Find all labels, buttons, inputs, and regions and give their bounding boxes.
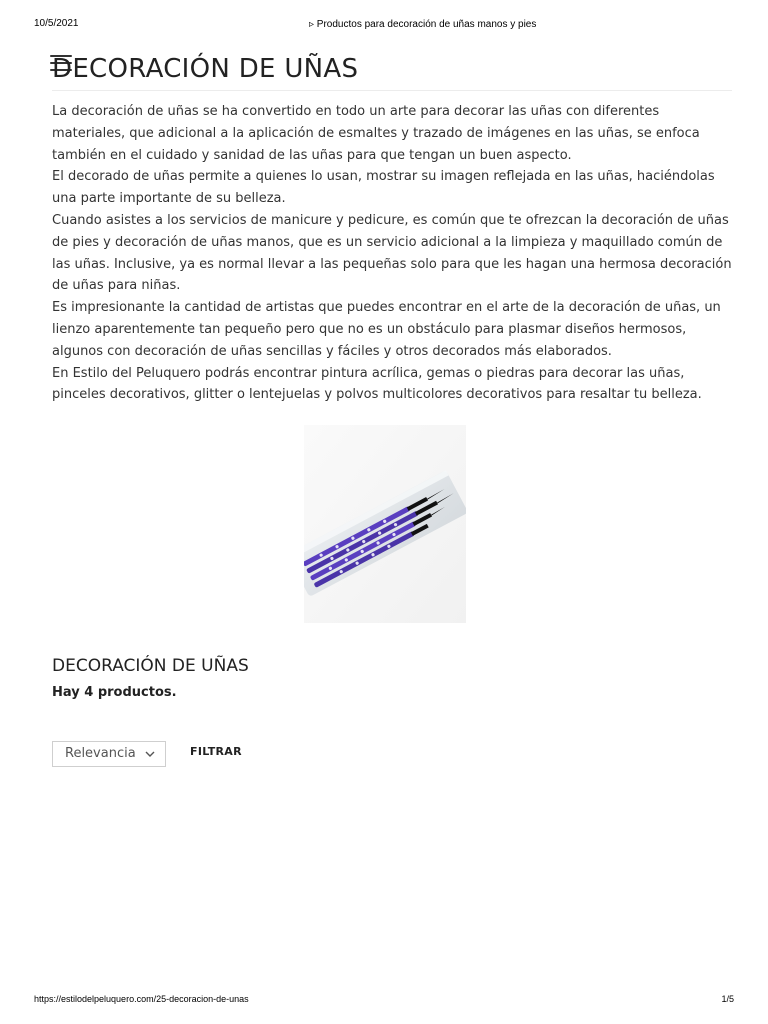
chevron-down-icon xyxy=(145,751,155,758)
filter-button[interactable]: FILTRAR xyxy=(190,745,242,758)
description-paragraph: Cuando asistes a los servicios de manicure y pedicure, es común que te ofrezcan la decoración de uñas de pies y decoración de uñas manos, que es un servicio adicional a la limpieza y maquillado común de las uñas. Inclusive, ya es normal llevar a las pequeñas solo para que les hagan una hermosa decoración de uñas para niñas. xyxy=(52,212,732,294)
print-date: 10/5/2021 xyxy=(34,18,79,29)
description-paragraph: El decorado de uñas permite a quienes lo usan, mostrar su imagen reflejada en las uñas, haciéndolas una parte importante de su belleza. xyxy=(52,169,715,207)
page-url: https://estilodelpeluquero.com/25-decoracion-de-unas xyxy=(34,994,249,1004)
category-description xyxy=(52,101,732,406)
product-count: Hay 4 productos. xyxy=(52,685,177,700)
title-divider xyxy=(52,90,732,91)
description-paragraph: Es impresionante la cantidad de artistas que puedes encontrar en el arte de la decoración de uñas, un lienzo aparentemente tan pequeño pero que no es un obstáculo para plasmar diseños hermosos, algunos con decoración de uñas sencillas y fáciles y otros decorados más elaborados. xyxy=(52,300,721,359)
print-doc-title: ▹ Productos para decoración de uñas manos y pies xyxy=(309,19,537,30)
sort-selected-value: Relevancia xyxy=(65,746,136,761)
page-title: DECORACIÓN DE UÑAS xyxy=(52,54,359,84)
page-number: 1/5 xyxy=(721,994,734,1004)
description-paragraph: La decoración de uñas se ha convertido en todo un arte para decorar las uñas con diferentes materiales, que adicional a la aplicación de esmaltes y trazado de imágenes en las uñas, se enfoca también en el cuidado y sanidad de las uñas para que tengan un buen aspecto. xyxy=(52,104,700,163)
description-paragraph: En Estilo del Peluquero podrás encontrar pintura acrílica, gemas o piedras para decorar las uñas, pinceles decorativos, glitter o lentejuelas y polvos multicolores decorativos para resaltar tu belleza. xyxy=(52,365,702,403)
sort-select[interactable] xyxy=(52,741,166,767)
nail-brushes-image xyxy=(304,425,466,623)
category-heading: DECORACIÓN DE UÑAS xyxy=(52,656,249,676)
